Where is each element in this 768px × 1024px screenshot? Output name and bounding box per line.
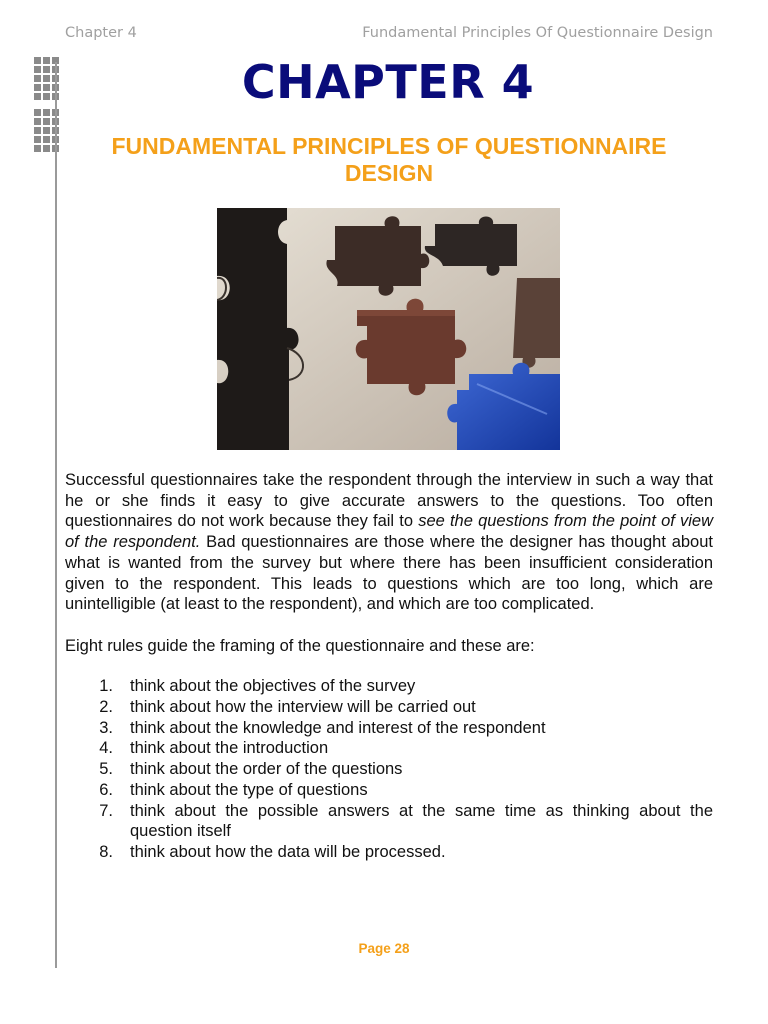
list-item	[65, 718, 713, 739]
list-item	[65, 697, 713, 718]
intro-text-start: Successful questionnaires take the respondent through the interview in such a way that he or she finds it easy to give accurate answers to the questions. Too often questionnaires do not work because they fail to	[65, 471, 713, 531]
list-item	[65, 759, 713, 780]
list-item	[65, 801, 713, 842]
body-text	[65, 470, 713, 863]
page-number: Page 28	[358, 941, 410, 956]
list-item-text: think about the order of the questions	[130, 760, 403, 779]
list-item-text: think about the type of questions	[130, 780, 368, 799]
list-item-number: 3.	[99, 718, 113, 737]
list-item-text: think about the introduction	[130, 739, 329, 758]
list-item-number: 7.	[99, 801, 113, 820]
chapter-subtitle: FUNDAMENTAL PRINCIPLES OF QUESTIONNAIRE DESIGN	[111, 133, 667, 186]
list-item-text: think about the possible answers at the same time as thinking about the question itself	[130, 801, 713, 841]
list-item-text: think about how the data will be processed.	[130, 842, 446, 861]
running-header	[65, 25, 713, 41]
puzzle-pieces-photo	[217, 208, 560, 450]
left-margin-rule	[55, 62, 57, 968]
running-header-chapter: Chapter 4	[65, 25, 137, 41]
list-item	[65, 676, 713, 697]
intro-paragraph	[65, 470, 713, 615]
list-item-number: 5.	[99, 760, 113, 779]
list-item-number: 4.	[99, 739, 113, 758]
list-item-number: 2.	[99, 698, 113, 717]
intro-text-emphasis: see the questions from the point of view of the respondent.	[65, 512, 714, 552]
list-item-text: think about the objectives of the survey	[130, 677, 416, 696]
running-header-title: Fundamental Principles Of Questionnaire Design	[362, 25, 713, 41]
list-item-number: 6.	[99, 780, 113, 799]
rules-intro-paragraph: Eight rules guide the framing of the questionnaire and these are:	[65, 636, 535, 655]
list-item-text: think about the knowledge and interest of the respondent	[130, 718, 546, 737]
list-item	[65, 842, 713, 863]
list-item-number: 1.	[99, 677, 113, 696]
list-item-text: think about how the interview will be carried out	[130, 698, 476, 717]
intro-text-end: Bad questionnaires are those where the designer has thought about what is wanted from the survey but where there has been insufficient consideration given to the respondent. This leads to questions which are too long, which are unintelligible (at least to the respondent), and which are too complicated.	[65, 533, 713, 614]
rules-list	[65, 676, 713, 862]
chapter-title: CHAPTER 4	[241, 55, 535, 109]
list-item-number: 8.	[99, 842, 113, 861]
list-item	[65, 780, 713, 801]
list-item	[65, 738, 713, 759]
